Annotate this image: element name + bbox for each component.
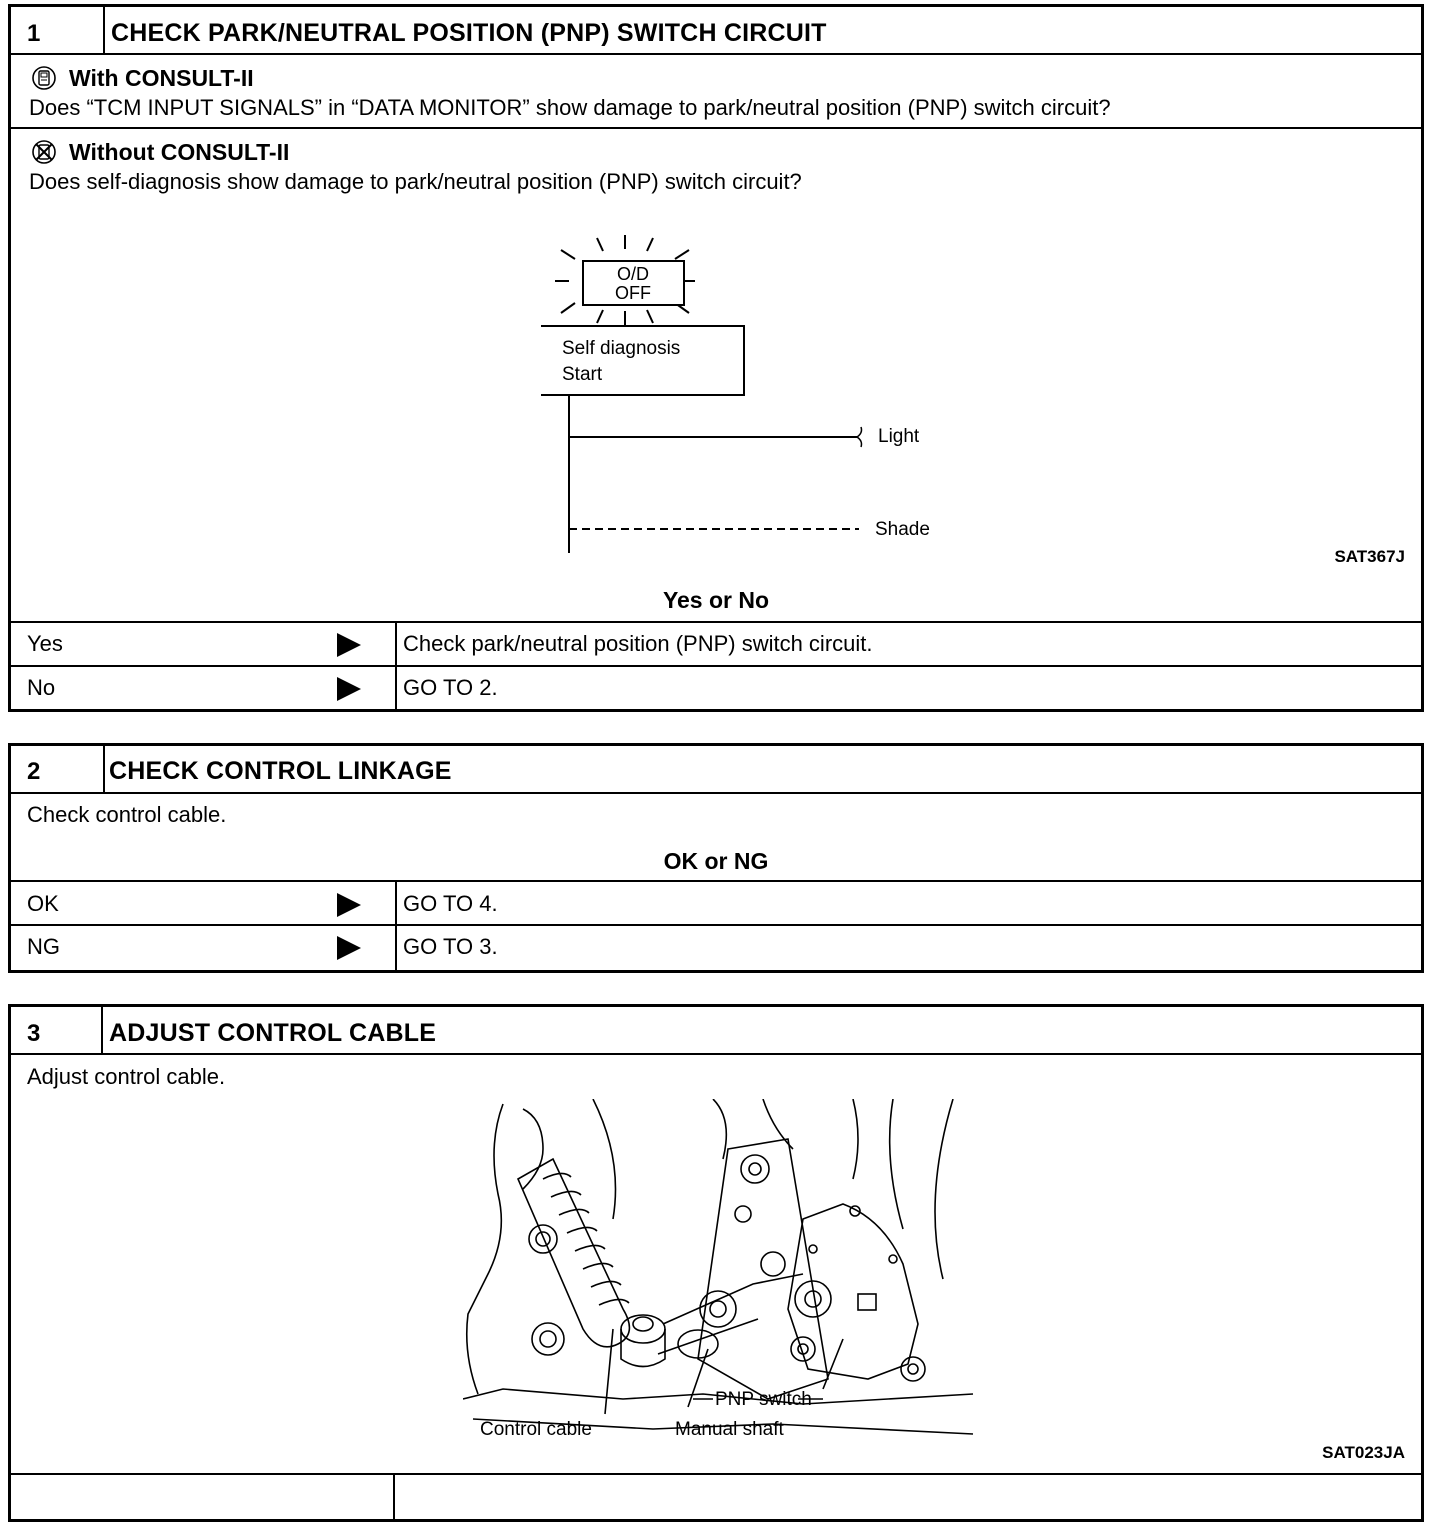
step-1-panel [8,4,1424,712]
light-label: Light [878,426,920,447]
arrow-icon [337,936,361,960]
step-title: ADJUST CONTROL CABLE [109,1019,437,1047]
answer-ng: NG [27,934,60,959]
decision-label: Yes or No [662,587,770,613]
action-ng: GO TO 3. [403,934,498,959]
step-title: CHECK PARK/NEUTRAL POSITION (PNP) SWITCH CIRCUIT [111,19,827,47]
with-consult-question: Does “TCM INPUT SIGNALS” in “DATA MONITOR” show damage to park/neutral position (PNP) switch circuit? [29,95,1111,120]
figure-code: SAT023JA [1322,1443,1405,1462]
control-cable-label: Control cable [480,1419,592,1440]
step-number: 3 [27,1020,41,1047]
arrow-icon [337,633,361,657]
step-3-panel [8,1004,1424,1522]
lamp-line-1: O/D [616,264,650,284]
box-line-1: Self diagnosis [562,338,681,359]
shade-label: Shade [875,519,930,540]
action-ok: GO TO 4. [403,891,498,916]
box-line-2: Start [562,364,603,385]
instruction: Adjust control cable. [27,1064,226,1089]
step-number: 2 [27,758,41,785]
answer-yes: Yes [27,631,63,656]
action-no: GO TO 2. [403,675,498,700]
consult-icon [31,65,57,91]
lamp-line-2: OFF [615,283,651,303]
figure-code: SAT367J [1334,547,1405,566]
no-consult-icon [31,139,57,165]
step-title: CHECK CONTROL LINKAGE [109,757,452,785]
step-2-panel [8,743,1424,973]
arrow-icon [337,677,361,701]
answer-no: No [27,675,56,700]
instruction: Check control cable. [27,802,227,827]
step-number: 1 [27,20,41,47]
manual-shaft-label: Manual shaft [675,1419,784,1440]
action-yes: Check park/neutral position (PNP) switch circuit. [403,631,873,656]
without-consult-question: Does self-diagnosis show damage to park/neutral position (PNP) switch circuit? [29,169,802,194]
decision-label: OK or NG [663,848,769,874]
self-diagnosis-diagram [541,235,961,555]
control-cable-illustration [463,1099,978,1444]
arrow-icon [337,893,361,917]
without-consult-label: Without CONSULT-II [69,139,290,165]
answer-ok: OK [27,891,59,916]
with-consult-label: With CONSULT-II [69,65,254,91]
pnp-switch-label: PNP switch [715,1389,812,1410]
